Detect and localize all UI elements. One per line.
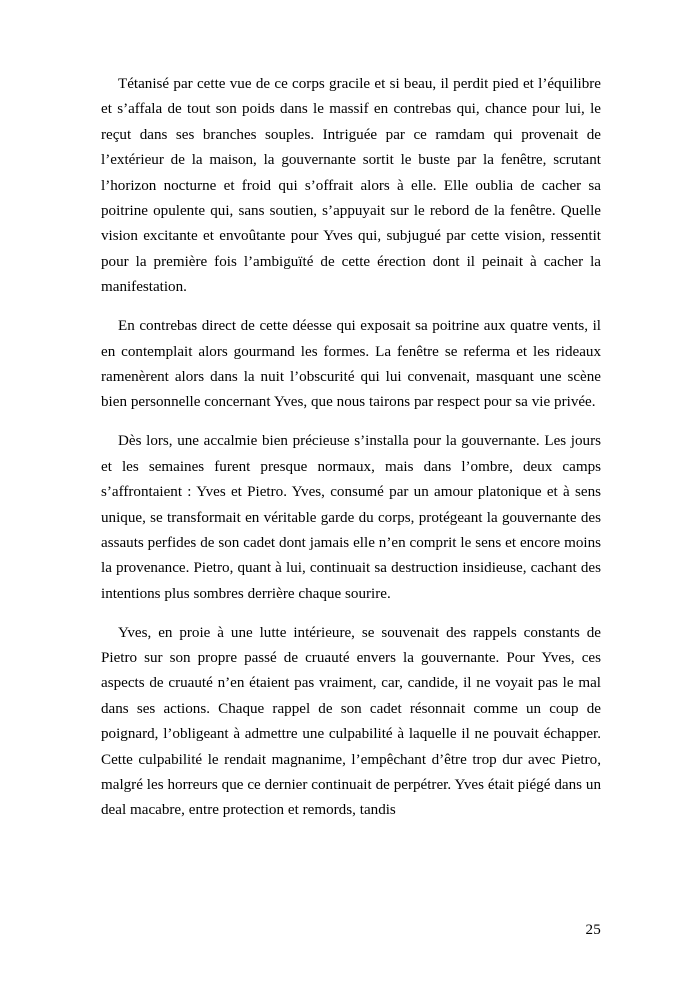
paragraph: Yves, en proie à une lutte intérieure, se souvenait des rappels constants de Pietro sur son propre passé de cruauté envers la gouvernante. Pour Yves, ces aspects de cruauté n’en étaient pas vraiment, car, candide, il ne voyait pas le mal dans ses actions. Chaque rappel de son cadet résonnait comme un coup de poignard, l’obligeant à admettre une culpabilité à laquelle il ne pouvait échapper. Cette culpabilité le rendait magnanime, l’empêchant d’être trop dur avec Pietro, malgré les horreurs que ce dernier continuait de perpétrer. Yves était piégé dans un deal macabre, entre protection et remords, tandis (101, 624, 601, 819)
paragraph: En contrebas direct de cette déesse qui exposait sa poitrine aux quatre vents, il en contemplait alors gourmand les formes. La fenêtre se referma et les rideaux ramenèrent alors dans la nuit l’obscurité qui lui convenait, masquant une scène bien personnelle concernant Yves, que nous tairons par respect pour sa vie privée. (101, 318, 601, 411)
page-number: 25 (585, 922, 601, 938)
paragraph: Tétanisé par cette vue de ce corps gracile et si beau, il perdit pied et l’équilibre et s’affala de tout son poids dans le massif en contrebas qui, chance pour lui, le reçut dans ses branches souples. Intriguée par ce ramdam qui provenait de l’extérieur de la maison, la gouvernante sortit le buste par la fenêtre, scrutant l’horizon nocturne et froid qui s’offrait alors à elle. Elle oublia de cacher sa poitrine opulente qui, sans soutien, s’appuyait sur le rebord de la fenêtre. Quelle vision excitante et envoûtante pour Yves qui, subjugué par cette vision, ressentit pour la première fois l’ambiguïté de cette érection dont il peinait à cacher la manifestation. (101, 76, 601, 296)
page-text-block (101, 72, 601, 824)
paragraph: Dès lors, une accalmie bien précieuse s’installa pour la gouvernante. Les jours et les semaines furent presque normaux, mais dans l’ombre, deux camps s’affrontaient : Yves et Pietro. Yves, consumé par un amour platonique et à sens unique, se transformait en véritable garde du corps, protégeant la gouvernante des assauts perfides de son cadet dont jamais elle n’en comprit le sens et encore moins la provenance. Pietro, quant à lui, continuait sa destruction insidieuse, cachant des intentions plus sombres derrière chaque sourire. (101, 433, 601, 602)
